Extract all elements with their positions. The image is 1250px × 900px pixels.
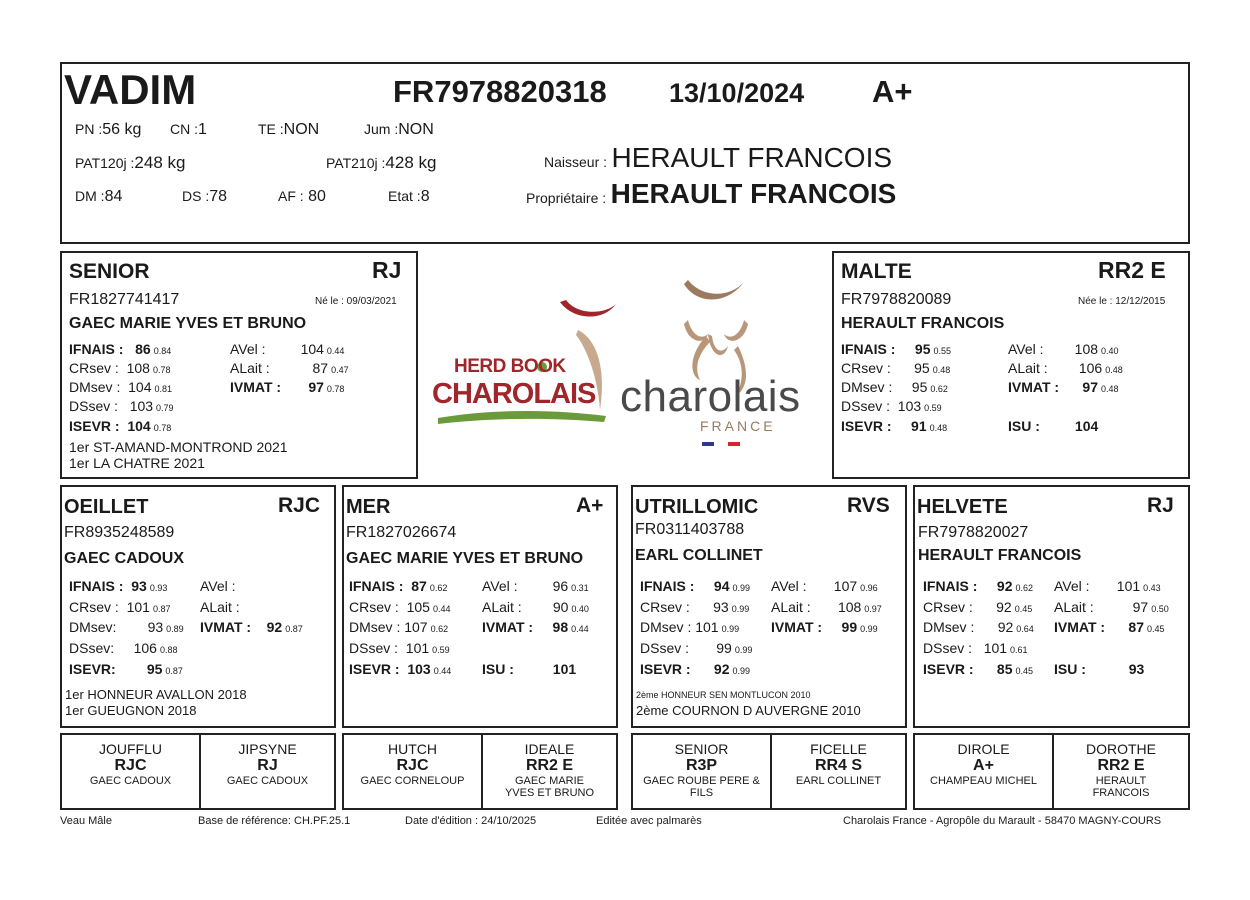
gp-dmsev: DMsev: 93 0.89 (69, 619, 184, 635)
gp-grade: RVS (847, 494, 890, 517)
gp-alait: ALait : 108 0.97 (771, 599, 882, 615)
dam-ivmat: IVMAT : 97 0.48 (1008, 379, 1119, 395)
gp-ifnais: IFNAIS : 94 0.99 (640, 578, 751, 594)
gp-owner: GAEC CADOUX (64, 550, 185, 567)
cf-main-text: charolais (620, 372, 801, 421)
gp-id: FR7978820027 (918, 524, 1029, 541)
jum-value: NON (398, 121, 434, 138)
sire-ifnais: IFNAIS : 86 0.84 (69, 341, 172, 357)
gp-name: UTRILLOMIC (635, 496, 759, 518)
ggp-breeder: GAEC ROUBE PERE & FILS (643, 775, 760, 799)
ggp-name: HUTCH (388, 741, 437, 757)
ggp-breeder: GAEC CADOUX (226, 775, 309, 787)
gp-owner: GAEC MARIE YVES ET BRUNO (346, 550, 584, 567)
gp-isevr: ISEVR: 95 0.87 (69, 661, 183, 677)
pn-value: 56 kg (102, 121, 142, 138)
gp-id: FR8935248589 (64, 524, 175, 541)
dm-label: DM : (75, 188, 105, 204)
pat120-field (75, 153, 185, 173)
ggp-name: JOUFFLU (99, 741, 162, 757)
gp-crsev: CRsev : 93 0.99 (640, 599, 750, 615)
ggp-grade: RR2 E (1097, 757, 1145, 774)
sire-card (60, 251, 418, 479)
gp-dmsev: DMsev : 107 0.62 (349, 619, 449, 635)
gp-dmsev: DMsev : 92 0.64 (923, 619, 1034, 635)
etat-value: 8 (420, 188, 430, 205)
gp-isevr: ISEVR : 92 0.99 (640, 661, 751, 677)
dam-name: MALTE (841, 260, 912, 283)
dam-ifnais: IFNAIS : 95 0.55 (841, 341, 952, 357)
ggp-breeder: GAEC MARIE YVES ET BRUNO (504, 775, 595, 799)
naisseur-field (544, 142, 892, 174)
gp-ivmat: IVMAT : 92 0.87 (200, 619, 303, 635)
af-label: AF : (278, 188, 304, 204)
ggp-grade: RJC (114, 757, 147, 774)
animal-name: VADIM (64, 66, 197, 113)
gp-avel: AVel : 107 0.96 (771, 578, 878, 594)
ggp-name: DIROLE (957, 741, 1010, 757)
dam-card (832, 251, 1190, 479)
ggp-group-4 (913, 733, 1190, 810)
animal-grade: A+ (872, 74, 913, 109)
gp-crsev: CRsev : 101 0.87 (69, 599, 171, 615)
ds-field (182, 188, 227, 206)
ggp-cell (201, 741, 334, 787)
ggp-cell (1054, 741, 1188, 799)
footer-sex: Veau Mâle (60, 815, 112, 827)
ggp-group-2 (342, 733, 618, 810)
te-field (258, 121, 319, 139)
gp-dssev: DSsev : 101 0.61 (923, 640, 1028, 656)
dam-crsev: CRsev : 95 0.48 (841, 360, 951, 376)
ggp-cell (772, 741, 905, 787)
dam-dmsev: DMsev : 95 0.62 (841, 379, 948, 395)
gp-ifnais: IFNAIS : 92 0.62 (923, 578, 1034, 594)
gp-dssev: DSsev : 101 0.59 (349, 640, 450, 656)
proprietaire-field (526, 178, 896, 210)
sire-dmsev: DMsev : 104 0.81 (69, 379, 173, 395)
pn-label: PN : (75, 121, 103, 137)
gp-avel: AVel : 96 0.31 (482, 578, 589, 594)
footer-edited: Editée avec palmarès (596, 815, 702, 827)
ggp-cell (483, 741, 616, 799)
ggp-grade: RJC (396, 757, 429, 774)
dam-dssev: DSsev : 103 0.59 (841, 398, 942, 414)
ggp-breeder: GAEC CORNELOUP (360, 775, 465, 787)
dm-value: 84 (104, 188, 123, 205)
ggp-cell (62, 741, 199, 787)
gp-name: OEILLET (64, 496, 149, 518)
gp-owner: EARL COLLINET (635, 547, 763, 564)
ggp-group-1 (60, 733, 336, 810)
cn-value: 1 (198, 121, 207, 138)
proprietaire-label: Propriétaire : (526, 190, 607, 206)
ggp-group-3 (631, 733, 907, 810)
sire-name: SENIOR (69, 260, 150, 283)
dam-alait: ALait : 106 0.48 (1008, 360, 1123, 376)
cn-label: CN : (170, 121, 198, 137)
ggp-breeder: HERAULT FRANCOIS (1092, 775, 1150, 799)
cf-sub-text: FRANCE (700, 418, 776, 434)
sire-birthdate: Né le : 09/03/2021 (315, 296, 397, 307)
gp-award-1: 1er HONNEUR AVALLON 2018 (65, 687, 247, 702)
jum-label: Jum : (364, 121, 399, 137)
ggp-name: JIPSYNE (238, 741, 297, 757)
naisseur-value: HERAULT FRANCOIS (611, 142, 893, 173)
ggp-breeder: CHAMPEAU MICHEL (930, 775, 1037, 787)
sire-dssev: DSsev : 103 0.79 (69, 398, 174, 414)
ggp-cell (633, 741, 770, 799)
gp-name: HELVETE (917, 496, 1008, 518)
pat210-label: PAT210j : (326, 155, 386, 171)
herdbook-top-text: HERD BOOK (454, 356, 566, 377)
ggp-grade: RR4 S (814, 757, 863, 774)
cn-field (170, 121, 207, 139)
animal-id: FR7978820318 (393, 74, 607, 109)
gp-isu: ISU : 101 (482, 661, 577, 677)
sire-award-2: 1er LA CHATRE 2021 (69, 455, 205, 471)
ggp-grade: RJ (257, 757, 278, 774)
af-value: 80 (308, 188, 326, 205)
gp-award-2: 1er GUEUGNON 2018 (65, 703, 197, 718)
gp-ifnais: IFNAIS : 93 0.93 (69, 578, 168, 594)
gp-award-1: 2ème HONNEUR SEN MONTLUCON 2010 (636, 690, 811, 700)
jum-field (364, 121, 434, 139)
ds-value: 78 (209, 188, 228, 205)
sire-award-1: 1er ST-AMAND-MONTROND 2021 (69, 439, 288, 455)
naisseur-label: Naisseur : (544, 154, 608, 170)
te-value: NON (283, 121, 320, 138)
dam-grade: RR2 E (1098, 257, 1166, 283)
gp-grade: A+ (576, 494, 604, 517)
gp-alait: ALait : 90 0.40 (482, 599, 589, 615)
ggp-grade: R3P (685, 757, 718, 774)
dam-avel: AVel : 108 0.40 (1008, 341, 1119, 357)
ggp-name: SENIOR (674, 741, 729, 757)
gp-isevr: ISEVR : 85 0.45 (923, 661, 1034, 677)
gp-crsev: CRsev : 105 0.44 (349, 599, 451, 615)
gp-avel: AVel : 101 0.43 (1054, 578, 1161, 594)
gp-isevr: ISEVR : 103 0.44 (349, 661, 452, 677)
gp-dssev: DSsev : 99 0.99 (640, 640, 753, 656)
herdbook-charolais-logo (428, 290, 618, 430)
sire-ivmat: IVMAT : 97 0.78 (230, 379, 345, 395)
gp-owner: HERAULT FRANCOIS (918, 547, 1082, 564)
dam-birthdate: Née le : 12/12/2015 (1078, 296, 1166, 307)
gp-alait: ALait : (200, 599, 240, 615)
ggp-cell (344, 741, 481, 787)
dm-field (75, 188, 122, 206)
gp-id: FR1827026674 (346, 524, 457, 541)
ggp-breeder: EARL COLLINET (795, 775, 882, 787)
grandparent-card-utrillomic (631, 485, 907, 728)
grandparent-card-mer (342, 485, 618, 728)
sire-avel: AVel : 104 0.44 (230, 341, 345, 357)
ggp-name: FICELLE (810, 741, 867, 757)
gp-name: MER (346, 496, 391, 518)
grandparent-card-oeillet (60, 485, 336, 728)
pat120-label: PAT120j : (75, 155, 135, 171)
pn-field (75, 121, 141, 139)
ds-label: DS : (182, 188, 210, 204)
etat-field (388, 188, 430, 206)
gp-ivmat: IVMAT : 99 0.99 (771, 619, 878, 635)
proprietaire-value: HERAULT FRANCOIS (610, 178, 897, 209)
ggp-name: IDEALE (524, 741, 575, 757)
gp-crsev: CRsev : 92 0.45 (923, 599, 1033, 615)
pat120-value: 248 kg (134, 153, 186, 172)
af-field (278, 188, 326, 206)
gp-isu: ISU : 93 (1054, 661, 1145, 677)
ggp-breeder: GAEC CADOUX (89, 775, 172, 787)
gp-dmsev: DMsev : 101 0.99 (640, 619, 740, 635)
ggp-name: DOROTHE (1086, 741, 1156, 757)
gp-ifnais: IFNAIS : 87 0.62 (349, 578, 448, 594)
dam-id: FR7978820089 (841, 291, 952, 308)
herdbook-main-text: CHAROLAIS (432, 378, 596, 410)
sire-alait: ALait : 87 0.47 (230, 360, 349, 376)
ggp-cell (915, 741, 1052, 787)
pat210-value: 428 kg (385, 153, 437, 172)
dam-owner: HERAULT FRANCOIS (841, 315, 1005, 332)
gp-grade: RJC (278, 494, 321, 517)
gp-dssev: DSsev: 106 0.88 (69, 640, 178, 656)
animal-date: 13/10/2024 (669, 78, 805, 108)
grandparent-card-helvete (913, 485, 1190, 728)
charolais-france-logo (618, 276, 828, 452)
gp-award-2: 2ème COURNON D AUVERGNE 2010 (636, 703, 861, 718)
animal-header (60, 62, 1190, 244)
dam-isevr: ISEVR : 91 0.48 (841, 418, 948, 434)
gp-ivmat: IVMAT : 87 0.45 (1054, 619, 1165, 635)
sire-isevr: ISEVR : 104 0.78 (69, 418, 172, 434)
dam-isu: ISU : 104 (1008, 418, 1099, 434)
pat210-field (326, 153, 436, 173)
ggp-grade: RR2 E (525, 757, 574, 774)
sire-id: FR1827741417 (69, 291, 180, 308)
gp-grade: RJ (1147, 494, 1174, 517)
sire-owner: GAEC MARIE YVES ET BRUNO (69, 315, 307, 332)
etat-label: Etat : (388, 188, 421, 204)
te-label: TE : (258, 121, 284, 137)
sire-crsev: CRsev : 108 0.78 (69, 360, 171, 376)
footer-base: Base de référence: CH.PF.25.1 (198, 815, 351, 827)
footer-organization: Charolais France - Agropôle du Marault - 58470 MAGNY-COURS (843, 815, 1162, 827)
ggp-grade: A+ (973, 757, 994, 774)
gp-alait: ALait : 97 0.50 (1054, 599, 1169, 615)
sire-grade: RJ (372, 257, 402, 283)
gp-id: FR0311403788 (635, 521, 745, 538)
gp-avel: AVel : (200, 578, 236, 594)
gp-ivmat: IVMAT : 98 0.44 (482, 619, 589, 635)
footer-edit-date: Date d'édition : 24/10/2025 (405, 815, 537, 827)
